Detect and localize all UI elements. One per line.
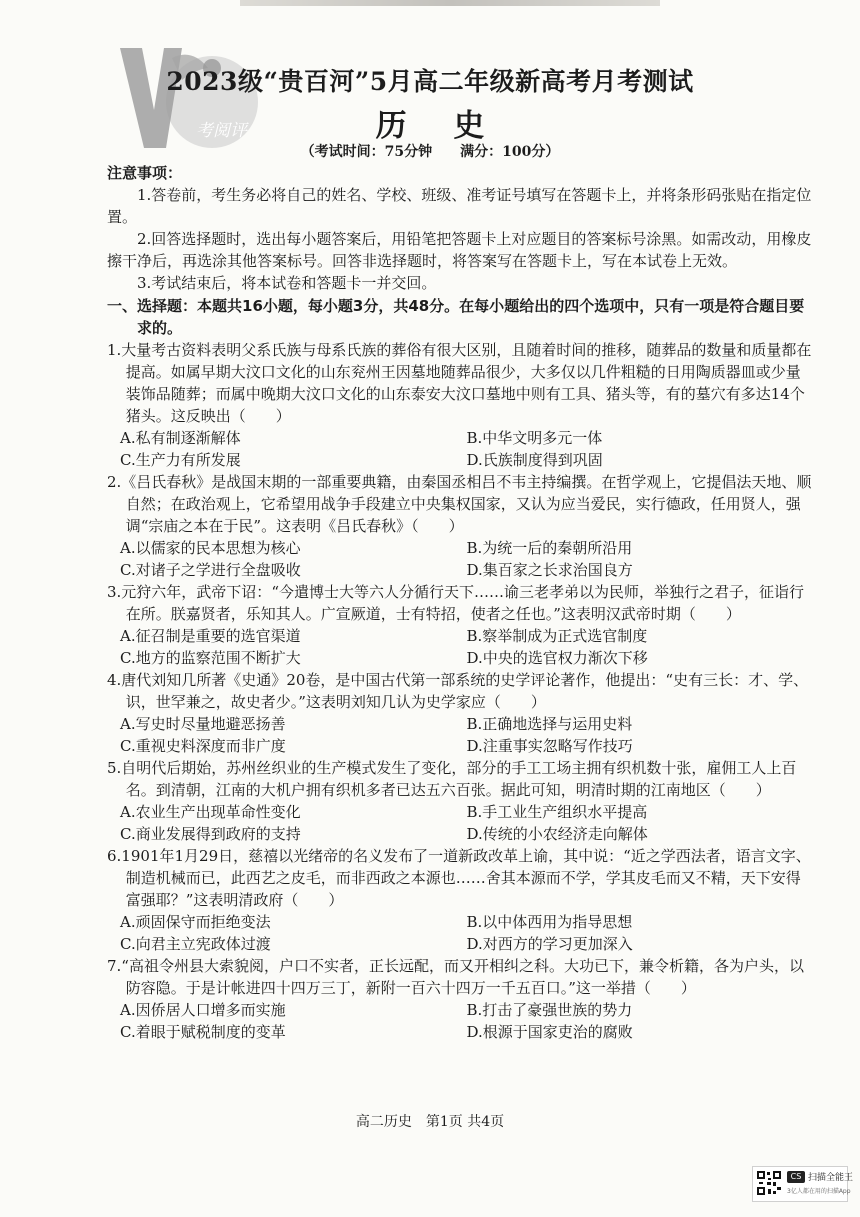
question-1 — [107, 339, 813, 471]
section-heading: 一、选择题：本题共16小题，每小题3分，共48分。在每小题给出的四个选项中，只有一项是符合题目要求的。 — [107, 297, 805, 337]
option-c: C.重视史料深度而非广度 — [120, 737, 286, 755]
page-footer: 高二历史 第1页 共4页 — [355, 1114, 505, 1130]
scan-edge-mark — [240, 0, 660, 6]
option-a: A.写史时尽量地避恶扬善 — [120, 715, 286, 733]
option-c: C.地方的监察范围不断扩大 — [120, 649, 301, 667]
option-a: A.农业生产出现革命性变化 — [120, 803, 301, 821]
option-a: A.因侨居人口增多而实施 — [120, 1001, 286, 1019]
exam-title: 2023级“贵百河”5月高二年级新高考月考测试 — [166, 67, 694, 96]
subject-title: 历 史 — [375, 108, 503, 144]
qr-code-icon — [756, 1170, 782, 1196]
option-c: C.向君主立宪政体过渡 — [120, 935, 271, 953]
option-d: D.根源于国家吏治的腐败 — [466, 1023, 633, 1041]
question-2 — [107, 471, 813, 581]
option-b: B.中华文明多元一体 — [466, 429, 603, 447]
question-stem: 6.1901年1月29日，慈禧以光绪帝的名义发布了一道新政改革上谕，其中说：“近之学西法者，语言文字、制造机械而已，此西艺之皮毛，而非西政之本源也……舍其本源而不学，学其皮毛而又不精，天下安得富强耶？”这表明清政府（ ） — [107, 847, 811, 909]
camscanner-watermark — [752, 1166, 854, 1202]
question-stem: 3.元狩六年，武帝下诏：“今遣博士大等六人分循行天下……谕三老孝弟以为民师，举独行之君子，征诣行在所。朕嘉贤者，乐知其人。广宣厥道，士有特招，使者之任也。”这表明汉武帝时期（ ） — [107, 583, 804, 623]
option-a: A.顽固保守而拒绝变法 — [120, 913, 271, 931]
question-stem: 2.《吕氏春秋》是战国末期的一部重要典籍，由秦国丞相吕不韦主持编撰。在哲学观上，它提倡法天地、顺自然；在政治观上，它希望用战争手段建立中央集权国家，又认为应当爱民，实行德政，任用贤人，强调“宗庙之本在于民”。这表明《吕氏春秋》（ ） — [107, 473, 812, 535]
question-4 — [107, 669, 813, 757]
camscanner-badge: CS — [787, 1171, 805, 1183]
question-stem: 5.自明代后期始，苏州丝织业的生产模式发生了变化，部分的手工工场主拥有织机数十张，雇佣工人上百名。到清朝，江南的大机户拥有织机多者已达五六百张。据此可知，明清时期的江南地区（ ） — [107, 759, 797, 799]
option-a: A.征召制是重要的选官渠道 — [120, 627, 301, 645]
option-d: D.集百家之长求治国良方 — [466, 561, 633, 579]
option-d: D.氏族制度得到巩固 — [466, 451, 603, 469]
option-b: B.手工业生产组织水平提高 — [466, 803, 648, 821]
question-options — [107, 625, 813, 669]
question-6 — [107, 845, 813, 955]
option-a: A.以儒家的民本思想为核心 — [120, 539, 301, 557]
question-options — [107, 999, 813, 1043]
question-stem: 4.唐代刘知几所著《史通》20卷，是中国古代第一部系统的史学评论著作，他提出：“史有三长：才、学、识，世罕兼之，故史者少。”这表明刘知几认为史学家应（ ） — [107, 671, 809, 711]
option-c: C.对诸子之学进行全盘吸收 — [120, 561, 301, 579]
question-options — [107, 427, 813, 471]
notice-item: 1.答卷前，考生务必将自己的姓名、学校、班级、准考证号填写在答题卡上，并将条形码张贴在指定位置。 — [107, 186, 812, 226]
notice-heading: 注意事项： — [107, 164, 183, 182]
notice-block — [107, 162, 813, 294]
notice-item: 3.考试结束后，将本试卷和答题卡一并交回。 — [137, 274, 437, 292]
option-d: D.对西方的学习更加深入 — [466, 935, 633, 953]
option-b: B.正确地选择与运用史料 — [466, 715, 633, 733]
option-c: C.着眼于赋税制度的变革 — [120, 1023, 286, 1041]
question-7 — [107, 955, 813, 1043]
option-c: C.生产力有所发展 — [120, 451, 241, 469]
option-d: D.注重事实忽略写作技巧 — [466, 737, 633, 755]
exam-content — [107, 162, 813, 1043]
option-a: A.私有制逐渐解体 — [120, 429, 241, 447]
question-stem: 7.“高祖令州县大索貌阅，户口不实者，正长远配，而又开相纠之科。大功已下，兼令析籍，各为户头，以防容隐。于是计帐进四十四万三丁，新附一百六十四万一千五百口。”这一举措（ ） — [107, 957, 804, 997]
option-d: D.传统的小农经济走向解体 — [466, 825, 648, 843]
exam-time-score: （考试时间：75分钟 满分：100分） — [300, 144, 560, 160]
option-b: B.为统一后的秦朝所沿用 — [466, 539, 633, 557]
camscanner-tagline: 3亿人都在用的扫描App — [787, 1188, 851, 1195]
option-b: B.打击了豪强世族的势力 — [466, 1001, 633, 1019]
svg-text:考阅评: 考阅评 — [196, 121, 247, 141]
question-3 — [107, 581, 813, 669]
camscanner-name: 扫描全能王 — [808, 1173, 854, 1183]
option-b: B.以中体西用为指导思想 — [466, 913, 633, 931]
question-5 — [107, 757, 813, 845]
question-options — [107, 537, 813, 581]
question-options — [107, 713, 813, 757]
question-options — [107, 801, 813, 845]
option-b: B.察举制成为正式选官制度 — [466, 627, 648, 645]
notice-item: 2.回答选择题时，选出每小题答案后，用铅笔把答题卡上对应题目的答案标号涂黑。如需改动，用橡皮擦干净后，再选涂其他答案标号。回答非选择题时，将答案写在答题卡上，写在本试卷上无效。 — [107, 230, 812, 270]
option-c: C.商业发展得到政府的支持 — [120, 825, 301, 843]
question-options — [107, 911, 813, 955]
question-stem: 1.大量考古资料表明父系氏族与母系氏族的葬俗有很大区别，且随着时间的推移，随葬品的数量和质量都在提高。如属早期大汶口文化的山东兖州王因墓地随葬品很少，大多仅以几件粗糙的日用陶质器皿或少量装饰品随葬；而属中晚期大汶口文化的山东泰安大汶口墓地中则有工具、猪头等，有的墓穴有多达14个猪头。这反映出（ ） — [107, 341, 812, 425]
option-d: D.中央的选官权力渐次下移 — [466, 649, 648, 667]
